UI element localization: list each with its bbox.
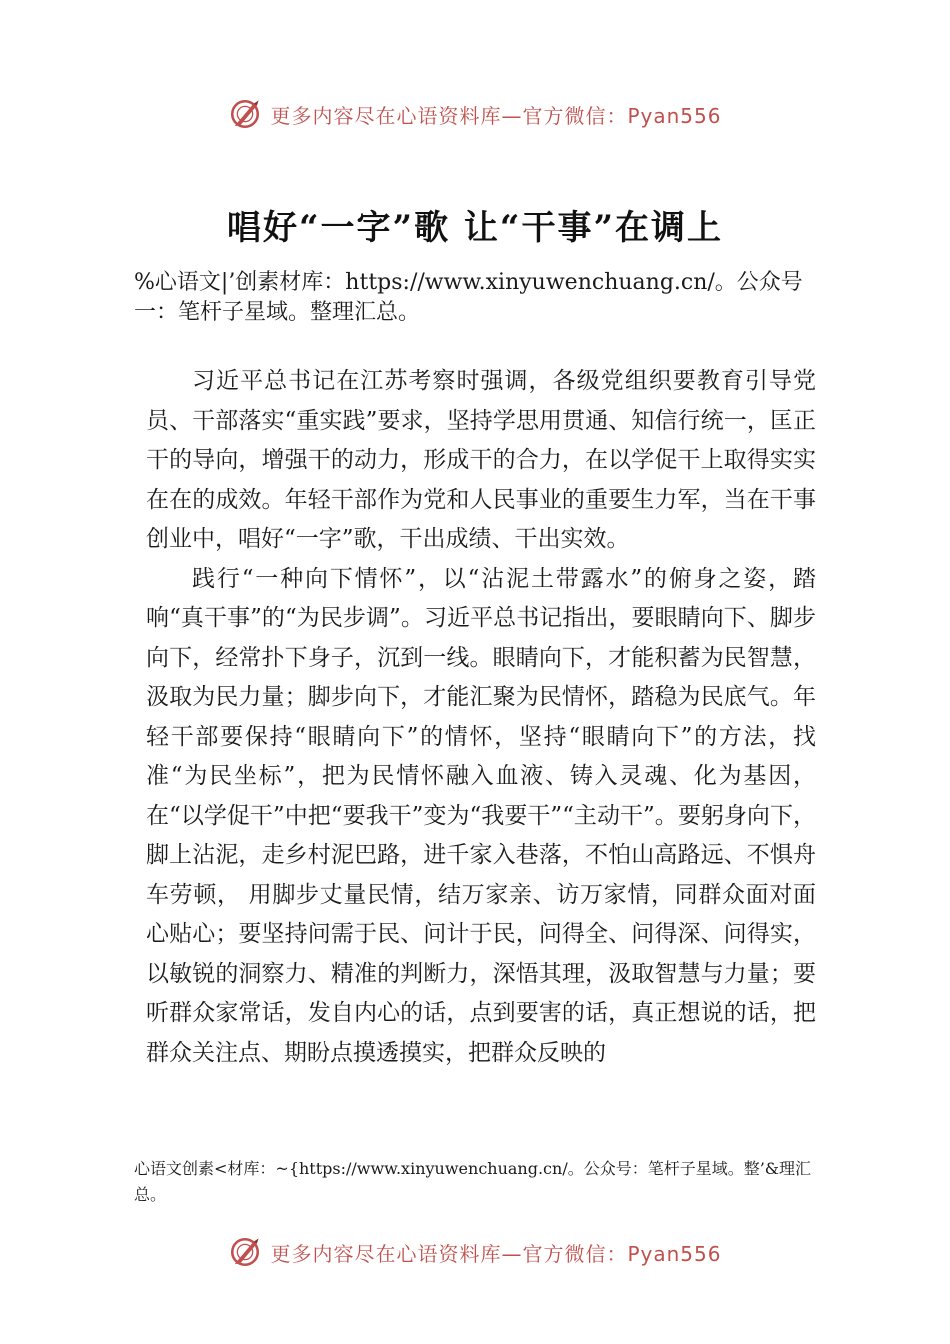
source-note: %心语文|’创素材库：https://www.xinyuwenchuang.cn/。公众号一：笔杆子星域。整理汇总。	[134, 270, 803, 325]
footer-banner	[0, 1232, 950, 1272]
quill-pen-circle-icon	[228, 1235, 262, 1269]
document-title: 唱好“一字”歌 让“干事”在调上	[226, 208, 724, 248]
quill-pen-circle-icon	[228, 97, 262, 131]
banner-text: 更多内容尽在心语资料库—官方微信：Pyan556	[270, 103, 722, 128]
body-paragraph: 践行“一种向下情怀”，以“沾泥土带露水”的俯身之姿，踏响“真干事”的“为民步调”。习近平总书记指出，要眼睛向下、脚步向下，经常扑下身子，沉到一线。眼睛向下，才能积蓄为民智慧，汲取为民力量；脚步向下，才能汇聚为民情怀，踏稳为民底气。年轻干部要保持“眼睛向下”的情怀，坚持“眼睛向下”的方法，找准“为民坐标”，把为民情怀融入血液、铸入灵魂、化为基因，在“以学促干”中把“要我干”变为“我要干”“主动干”。要躬身向下，脚上沾泥，走乡村泥巴路，进千家入巷落，不怕山高路远、不惧舟车劳顿， 用脚步丈量民情，结万家亲、访万家情，同群众面对面心贴心；要坚持问需于民、问计于民，问得全、问得深、问得实， 以敏锐的洞察力、精准的判断力，深悟其理，汲取智慧与力量；要听群众家常话，发自内心的话，点到要害的话，真正想说的话，把群众关注点、期盼点摸透摸实，把群众反映的	[146, 565, 816, 1066]
footer-note: 心语文创素<材库：~{https://www.xinyuwenchuang.cn/。公众号：笔杆子星域。整’&理汇总。	[134, 1159, 812, 1204]
body-paragraph: 习近平总书记在江苏考察时强调，各级党组织要教育引导党员、干部落实“重实践”要求，坚持学思用贯通、知信行统一，匡正干的导向，增强干的动力，形成干的合力，在以学促干上取得实实在在的成效。年轻干部作为党和人民事业的重要生力军，当在干事创业中，唱好“一字”歌，干出成绩、干出实效。	[146, 368, 816, 552]
document-body	[146, 362, 816, 1073]
header-banner	[0, 94, 950, 134]
banner-text: 更多内容尽在心语资料库—官方微信：Pyan556	[270, 1241, 722, 1266]
